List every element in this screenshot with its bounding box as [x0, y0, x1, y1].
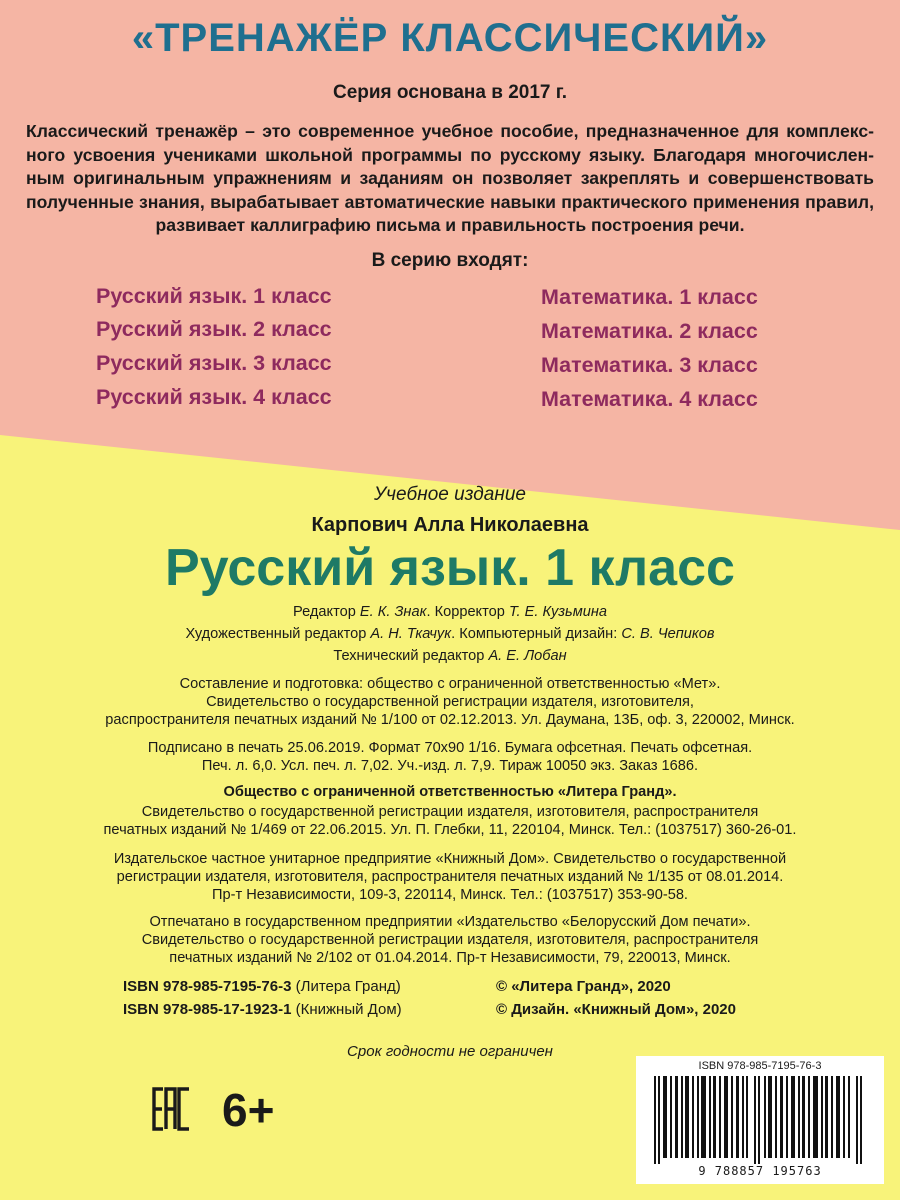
editor-name: Е. К. Знак	[359, 604, 427, 620]
series-description	[26, 120, 874, 238]
edition-type: Учебное издание	[374, 484, 526, 505]
publisher-name: Общество с ограниченной ответственностью «Литера Гранд».	[223, 784, 677, 800]
series-founded: Серия основана в 2017 г.	[332, 82, 568, 103]
book-math-2: Математика. 2 класс	[541, 319, 758, 343]
isbn-publisher: (Литера Гранд)	[295, 978, 401, 995]
barcode	[636, 1056, 884, 1184]
printer-line: печатных изданий № 2/102 от 01.04.2014. Пр-т Независимости, 79, 220013, Минск.	[169, 950, 731, 966]
author-name: Карпович Алла Николаевна	[311, 514, 589, 536]
book-russian-2: Русский язык. 2 класс	[96, 317, 332, 341]
isbn-publisher: (Книжный Дом)	[295, 1001, 402, 1018]
shelf-life: Срок годности не ограничен	[347, 1043, 553, 1060]
series-list-heading: В серию входят:	[371, 250, 529, 271]
printer-line: Свидетельство о государственной регистрации издателя, изготовителя, распространителя	[141, 932, 759, 948]
series-title: «ТРЕНАЖЁР КЛАССИЧЕСКИЙ»	[131, 16, 769, 60]
description-line: Классический тренажёр – это современное учебное пособие, предназначенное для комплекс-	[26, 121, 874, 141]
tech-editor-label: Технический редактор	[333, 648, 485, 664]
tech-editor-line	[0, 648, 900, 664]
description-line: ного усвоения учениками школьной программы по русскому языку. Благодаря многочислен-	[26, 144, 874, 165]
corrector-label: Корректор	[434, 604, 505, 620]
designer-name: С. В. Чепиков	[621, 626, 715, 642]
printer-line: Отпечатано в государственном предприятии «Издательство «Белорусский Дом печати».	[149, 914, 751, 930]
editors-line: Редактор Е. К. Знак. Корректор Т. Е. Кузьмина	[293, 604, 607, 620]
design-label: Компьютерный дизайн:	[459, 626, 618, 642]
isbn-knizhny-dom	[123, 1001, 402, 1018]
description-line: правил, развивает каллиграфию письма и правильность построения речи.	[155, 191, 874, 236]
print-info-line: Печ. л. 6,0. Усл. печ. л. 7,02. Уч.-изд. л. 7,9. Тираж 10050 экз. Заказ 1686.	[201, 758, 699, 774]
art-editor-label: Художественный редактор	[185, 626, 367, 642]
isbn-literagrand	[123, 978, 401, 995]
compiled-line: Свидетельство о государственной регистрации издателя, изготовителя,	[206, 694, 694, 710]
corrector-name: Т. Е. Кузьмина	[508, 604, 607, 620]
eac-mark-icon	[152, 1086, 192, 1132]
book-math-1: Математика. 1 класс	[541, 285, 758, 309]
tech-editor-name: А. Е. Лобан	[488, 648, 567, 664]
knizhny-dom-line: регистрации издателя, изготовителя, распространителя печатных изданий № 1/135 от 08.01.2014.	[116, 869, 784, 885]
editor-label: Редактор	[293, 604, 356, 620]
book-math-4: Математика. 4 класс	[541, 387, 758, 411]
compiled-line: распространителя печатных изданий № 1/100 от 02.12.2013. Ул. Даумана, 13Б, оф. 3, 220002, Минск.	[105, 712, 795, 728]
publisher-line: Свидетельство о государственной регистрации издателя, изготовителя, распространителя	[141, 804, 759, 820]
barcode-isbn: ISBN 978-985-7195-76-3	[698, 1060, 822, 1072]
isbn-number: ISBN 978-985-7195-76-3	[123, 978, 292, 995]
compiled-line: Составление и подготовка: общество с ограниченной ответственностью «Мет».	[179, 676, 721, 692]
book-title: Русский язык. 1 класс	[165, 539, 735, 597]
copyright-literagrand: © «Литера Гранд», 2020	[496, 978, 671, 995]
description-line: ным оригинальным упражнениям и заданиям он позволяет закреплять и совершенствовать	[26, 168, 874, 189]
art-editor-name: А. Н. Ткачук	[370, 626, 452, 642]
knizhny-dom-line: Пр-т Независимости, 109-3, 220114, Минск. Тел.: (1037517) 353-90-58.	[212, 887, 688, 903]
art-editor-line: Художественный редактор А. Н. Ткачук. Компьютерный дизайн: С. В. Чепиков	[185, 626, 715, 642]
book-math-3: Математика. 3 класс	[541, 353, 758, 377]
description-line: полученные знания, вырабатывает автоматические навыки практического применения	[26, 191, 800, 212]
knizhny-dom-line: Издательское частное унитарное предприятие «Книжный Дом». Свидетельство о государственной	[113, 851, 787, 867]
book-russian-4: Русский язык. 4 класс	[96, 385, 332, 409]
copyright-design: © Дизайн. «Книжный Дом», 2020	[496, 1001, 736, 1018]
publisher-line: печатных изданий № 1/469 от 22.06.2015. Ул. П. Глебки, 11, 220104, Минск. Тел.: (1037517) 360-26-01.	[103, 822, 797, 838]
barcode-digits: 9 788857 195763	[698, 1164, 822, 1178]
book-russian-3: Русский язык. 3 класс	[96, 351, 332, 375]
print-info-line: Подписано в печать 25.06.2019. Формат 70x90 1/16. Бумага офсетная. Печать офсетная.	[147, 740, 753, 756]
age-rating: 6+	[222, 1084, 275, 1136]
book-russian-1: Русский язык. 1 класс	[96, 284, 332, 308]
isbn-number: ISBN 978-985-17-1923-1	[123, 1001, 292, 1018]
barcode-bars-icon	[650, 1076, 870, 1164]
